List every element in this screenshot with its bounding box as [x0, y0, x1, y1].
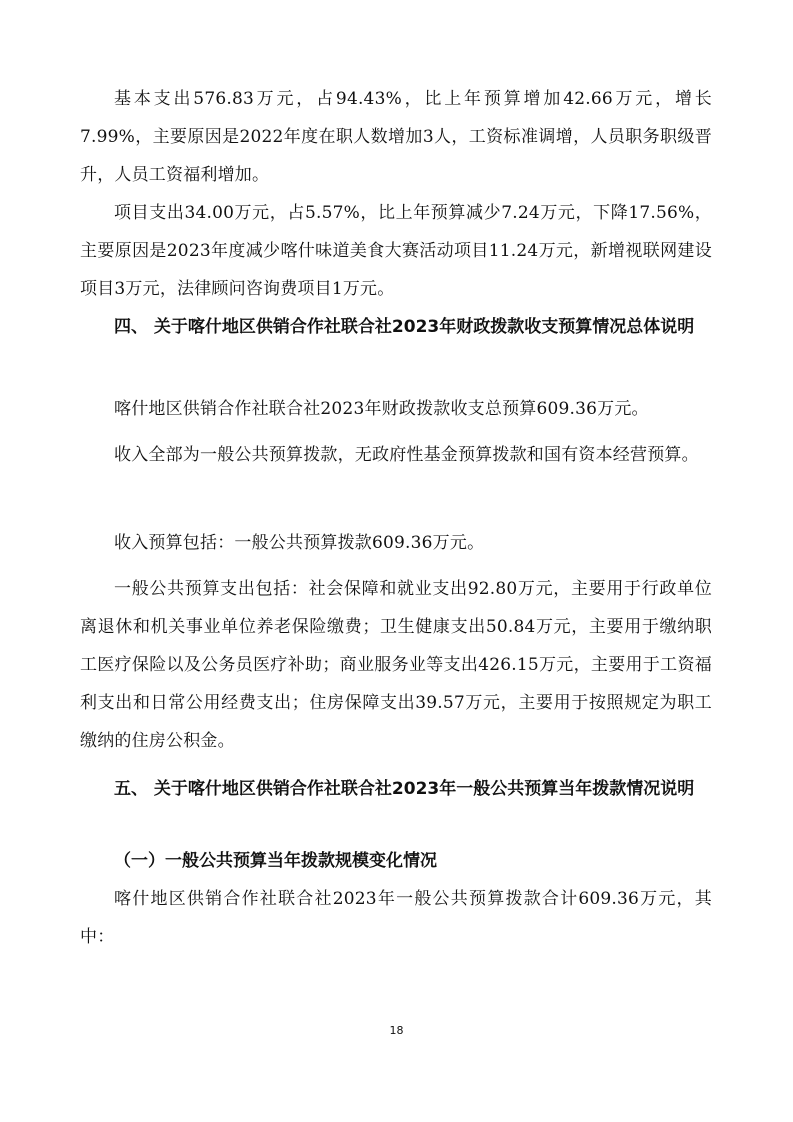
paragraph-total-budget: 喀什地区供销合作社联合社2023年财政拨款收支总预算609.36万元。: [114, 399, 649, 419]
paragraph-income-source: 收入全部为一般公共预算拨款，无政府性基金预算拨款和国有资本经营预算。: [114, 445, 699, 465]
paragraph-expenditure-breakdown: 一般公共预算支出包括：社会保障和就业支出92.80万元，主要用于行政单位离退休和机关事业单位养老保险缴费；卫生健康支出50.84万元，主要用于缴纳职工医疗保险以及公务员医疗补助；商业服务业等支出426.15万元，主要用于工资福利支出和日常公用经费支出；住房保障支出39.57万元，主要用于按照规定为职工缴纳的住房公积金。: [80, 579, 712, 751]
page-number: 18: [389, 1024, 404, 1037]
section-heading-4: 四、 关于喀什地区供销合作社联合社2023年财政拨款收支预算情况总体说明: [114, 317, 695, 337]
paragraph-basic-expenditure: 基本支出576.83万元，占94.43%，比上年预算增加42.66万元，增长7.99%，主要原因是2022年度在职人数增加3人，工资标准调增，人员职务职级晋升，人员工资福利增加。: [80, 89, 712, 185]
paragraph-project-expenditure: 项目支出34.00万元，占5.57%，比上年预算减少7.24万元，下降17.56%，主要原因是2023年度减少喀什味道美食大赛活动项目11.24万元，新增视联网建设项目3万元，法律顾问咨询费项目1万元。: [80, 203, 712, 299]
paragraph-appropriation-total: 喀什地区供销合作社联合社2023年一般公共预算拨款合计609.36万元，其中：: [80, 889, 712, 947]
section-heading-5: 五、 关于喀什地区供销合作社联合社2023年一般公共预算当年拨款情况说明: [114, 779, 695, 799]
paragraph-income-budget: 收入预算包括：一般公共预算拨款609.36万元。: [114, 533, 485, 553]
subsection-heading-1: （一）一般公共预算当年拨款规模变化情况: [114, 851, 437, 871]
